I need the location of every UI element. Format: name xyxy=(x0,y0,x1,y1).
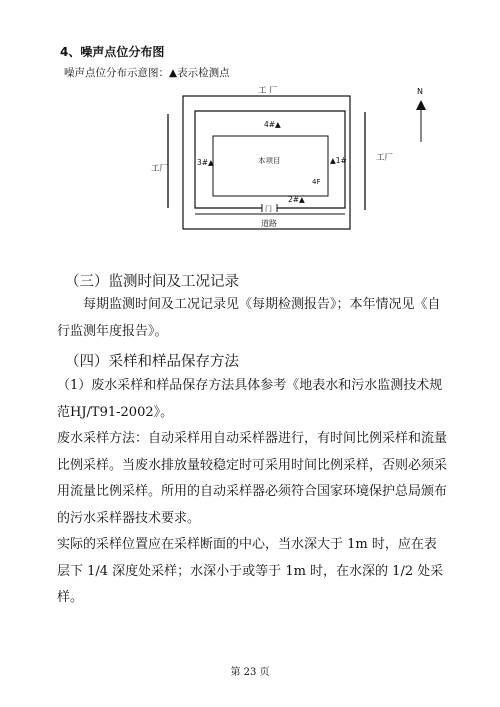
noise-point-1: ▲1# xyxy=(330,156,347,165)
north-arrow-icon xyxy=(416,100,426,110)
section-3-title: （三）监测时间及工况记录 xyxy=(65,274,239,290)
project-label: 本项目 xyxy=(258,156,281,165)
noise-point-diagram xyxy=(0,0,500,260)
factory-label-left: 工厂 xyxy=(151,164,169,174)
factory-label-top: 工 厂 xyxy=(258,86,278,96)
building-floor-label: 4F xyxy=(312,178,321,186)
page-number: 第 23 页 xyxy=(230,667,270,678)
section-4-title: （四）采样和样品保存方法 xyxy=(65,354,239,370)
section-4-paragraph-1: （1）废水采样和样品保存方法具体参考《地表水和污水监测技术规范HJ/T91-2002》。 xyxy=(57,378,443,420)
noise-section-heading: 4、噪声点位分布图 xyxy=(60,45,165,59)
section-3-body xyxy=(57,292,447,345)
factory-label-right: 工厂 xyxy=(376,153,394,163)
noise-point-3: 3#▲ xyxy=(197,158,214,167)
section-3-paragraph: 每期监测时间及工况记录见《每期检测报告》；本年情况见《自行监测年度报告》。 xyxy=(57,297,441,339)
section-4-paragraph-3: 实际的采样位置应在采样断面的中心，当水深大于 1m 时，应在表层下 1/4 深度处采样；水深小于或等于 1m 时，在水深的 1/2 处采样。 xyxy=(57,537,444,605)
noise-diagram-legend: 噪声点位分布示意图：▲表示检测点 xyxy=(64,67,230,79)
section-4-body xyxy=(57,373,447,612)
noise-point-4: 4#▲ xyxy=(264,120,281,129)
road-label: 道路 xyxy=(261,219,277,228)
gate-label: 门 xyxy=(265,205,272,213)
noise-point-2: 2#▲ xyxy=(288,195,305,204)
project-building xyxy=(213,136,328,196)
section-4-paragraph-2: 废水采样方法：自动采样用自动采样器进行，有时间比例采样和流量比例采样。当废水排放量较稳定时可采用时间比例采样，否则必须采用流量比例采样。所用的自动采样器必须符合国家环境保护总局颁布的污水采样器技术要求。 xyxy=(57,431,448,526)
north-label: N xyxy=(417,87,423,96)
